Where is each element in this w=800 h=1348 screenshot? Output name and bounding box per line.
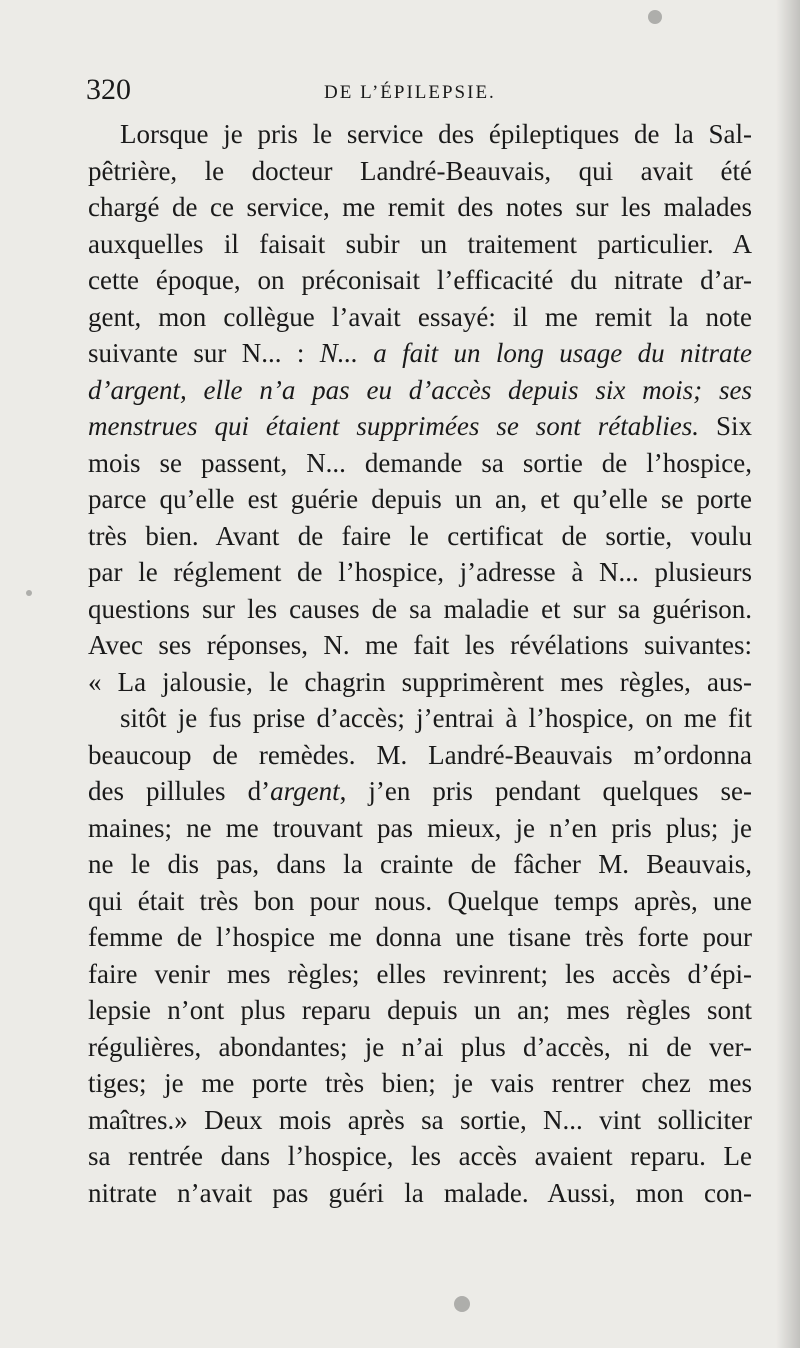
running-head (86, 70, 746, 110)
text-line: menstrues qui étaient supprimées se sont rétablies. Six (88, 411, 752, 441)
text-line: gent, mon collègue l’avait essayé: il me remit la note (88, 301, 752, 332)
text-line: faire venir mes règles; elles revinrent; les accès d’épi- (88, 958, 752, 989)
text-line: Lorsque je pris le service des épileptiques de la Sal- (120, 119, 752, 149)
text-line: Avec ses réponses, N. me fait les révélations suivantes: (88, 630, 752, 660)
text-line: ne le dis pas, dans la crainte de fâcher M. Beauvais, (88, 849, 752, 879)
paper-speck (454, 1296, 470, 1312)
text-body (88, 116, 752, 1211)
page-number: 320 (86, 73, 131, 106)
paper-speck (648, 10, 662, 24)
text-line: régulières, abondantes; je n’ai plus d’accès, ni de ver- (88, 1031, 752, 1062)
text-line: pêtrière, le docteur Landré-Beauvais, qui avait été (88, 155, 752, 186)
text-line: lepsie n’ont plus reparu depuis un an; mes règles sont (88, 995, 752, 1025)
text-line: sitôt je fus prise d’accès; j’entrai à l’hospice, on me fit (120, 703, 752, 733)
text-line: parce qu’elle est guérie depuis un an, et qu’elle se porte (88, 484, 752, 514)
text-line: « La jalousie, le chagrin supprimèrent mes règles, aus- (88, 666, 752, 697)
text-line: suivante sur N... : N... a fait un long usage du nitrate (88, 338, 752, 368)
text-line: qui était très bon pour nous. Quelque temps après, une (88, 885, 752, 916)
text-line: sa rentrée dans l’hospice, les accès avaient reparu. Le (88, 1141, 752, 1171)
text-line: maines; ne me trouvant pas mieux, je n’en pris plus; je (88, 812, 752, 843)
text-line: nitrate n’avait pas guéri la malade. Aussi, mon con- (88, 1177, 752, 1208)
running-title: DE L’ÉPILEPSIE. (324, 82, 496, 103)
page-edge-shadow (776, 0, 800, 1348)
text-line: des pillules d’argent, j’en pris pendant quelques se- (88, 776, 753, 806)
text-line: par le réglement de l’hospice, j’adresse à N... plusieurs (88, 557, 752, 587)
text-line: tiges; je me porte très bien; je vais rentrer chez mes (88, 1068, 752, 1098)
text-line: cette époque, on préconisait l’efficacité du nitrate d’ar- (88, 265, 752, 295)
text-line: maîtres.» Deux mois après sa sortie, N... vint solliciter (88, 1104, 752, 1135)
text-line: très bien. Avant de faire le certificat de sortie, voulu (88, 520, 752, 551)
text-line: beaucoup de remèdes. M. Landré-Beauvais m’ordonna (88, 739, 752, 770)
text-line: d’argent, elle n’a pas eu d’accès depuis six mois; ses (88, 374, 752, 405)
text-line: femme de l’hospice me donna une tisane très forte pour (88, 922, 752, 952)
text-line: mois se passent, N... demande sa sortie de l’hospice, (88, 447, 752, 478)
paper-speck (26, 590, 32, 596)
text-line: chargé de ce service, me remit des notes sur les malades (88, 192, 752, 222)
text-line: questions sur les causes de sa maladie et sur sa guérison. (88, 593, 752, 624)
text-line: auxquelles il faisait subir un traitement particulier. A (88, 228, 752, 259)
